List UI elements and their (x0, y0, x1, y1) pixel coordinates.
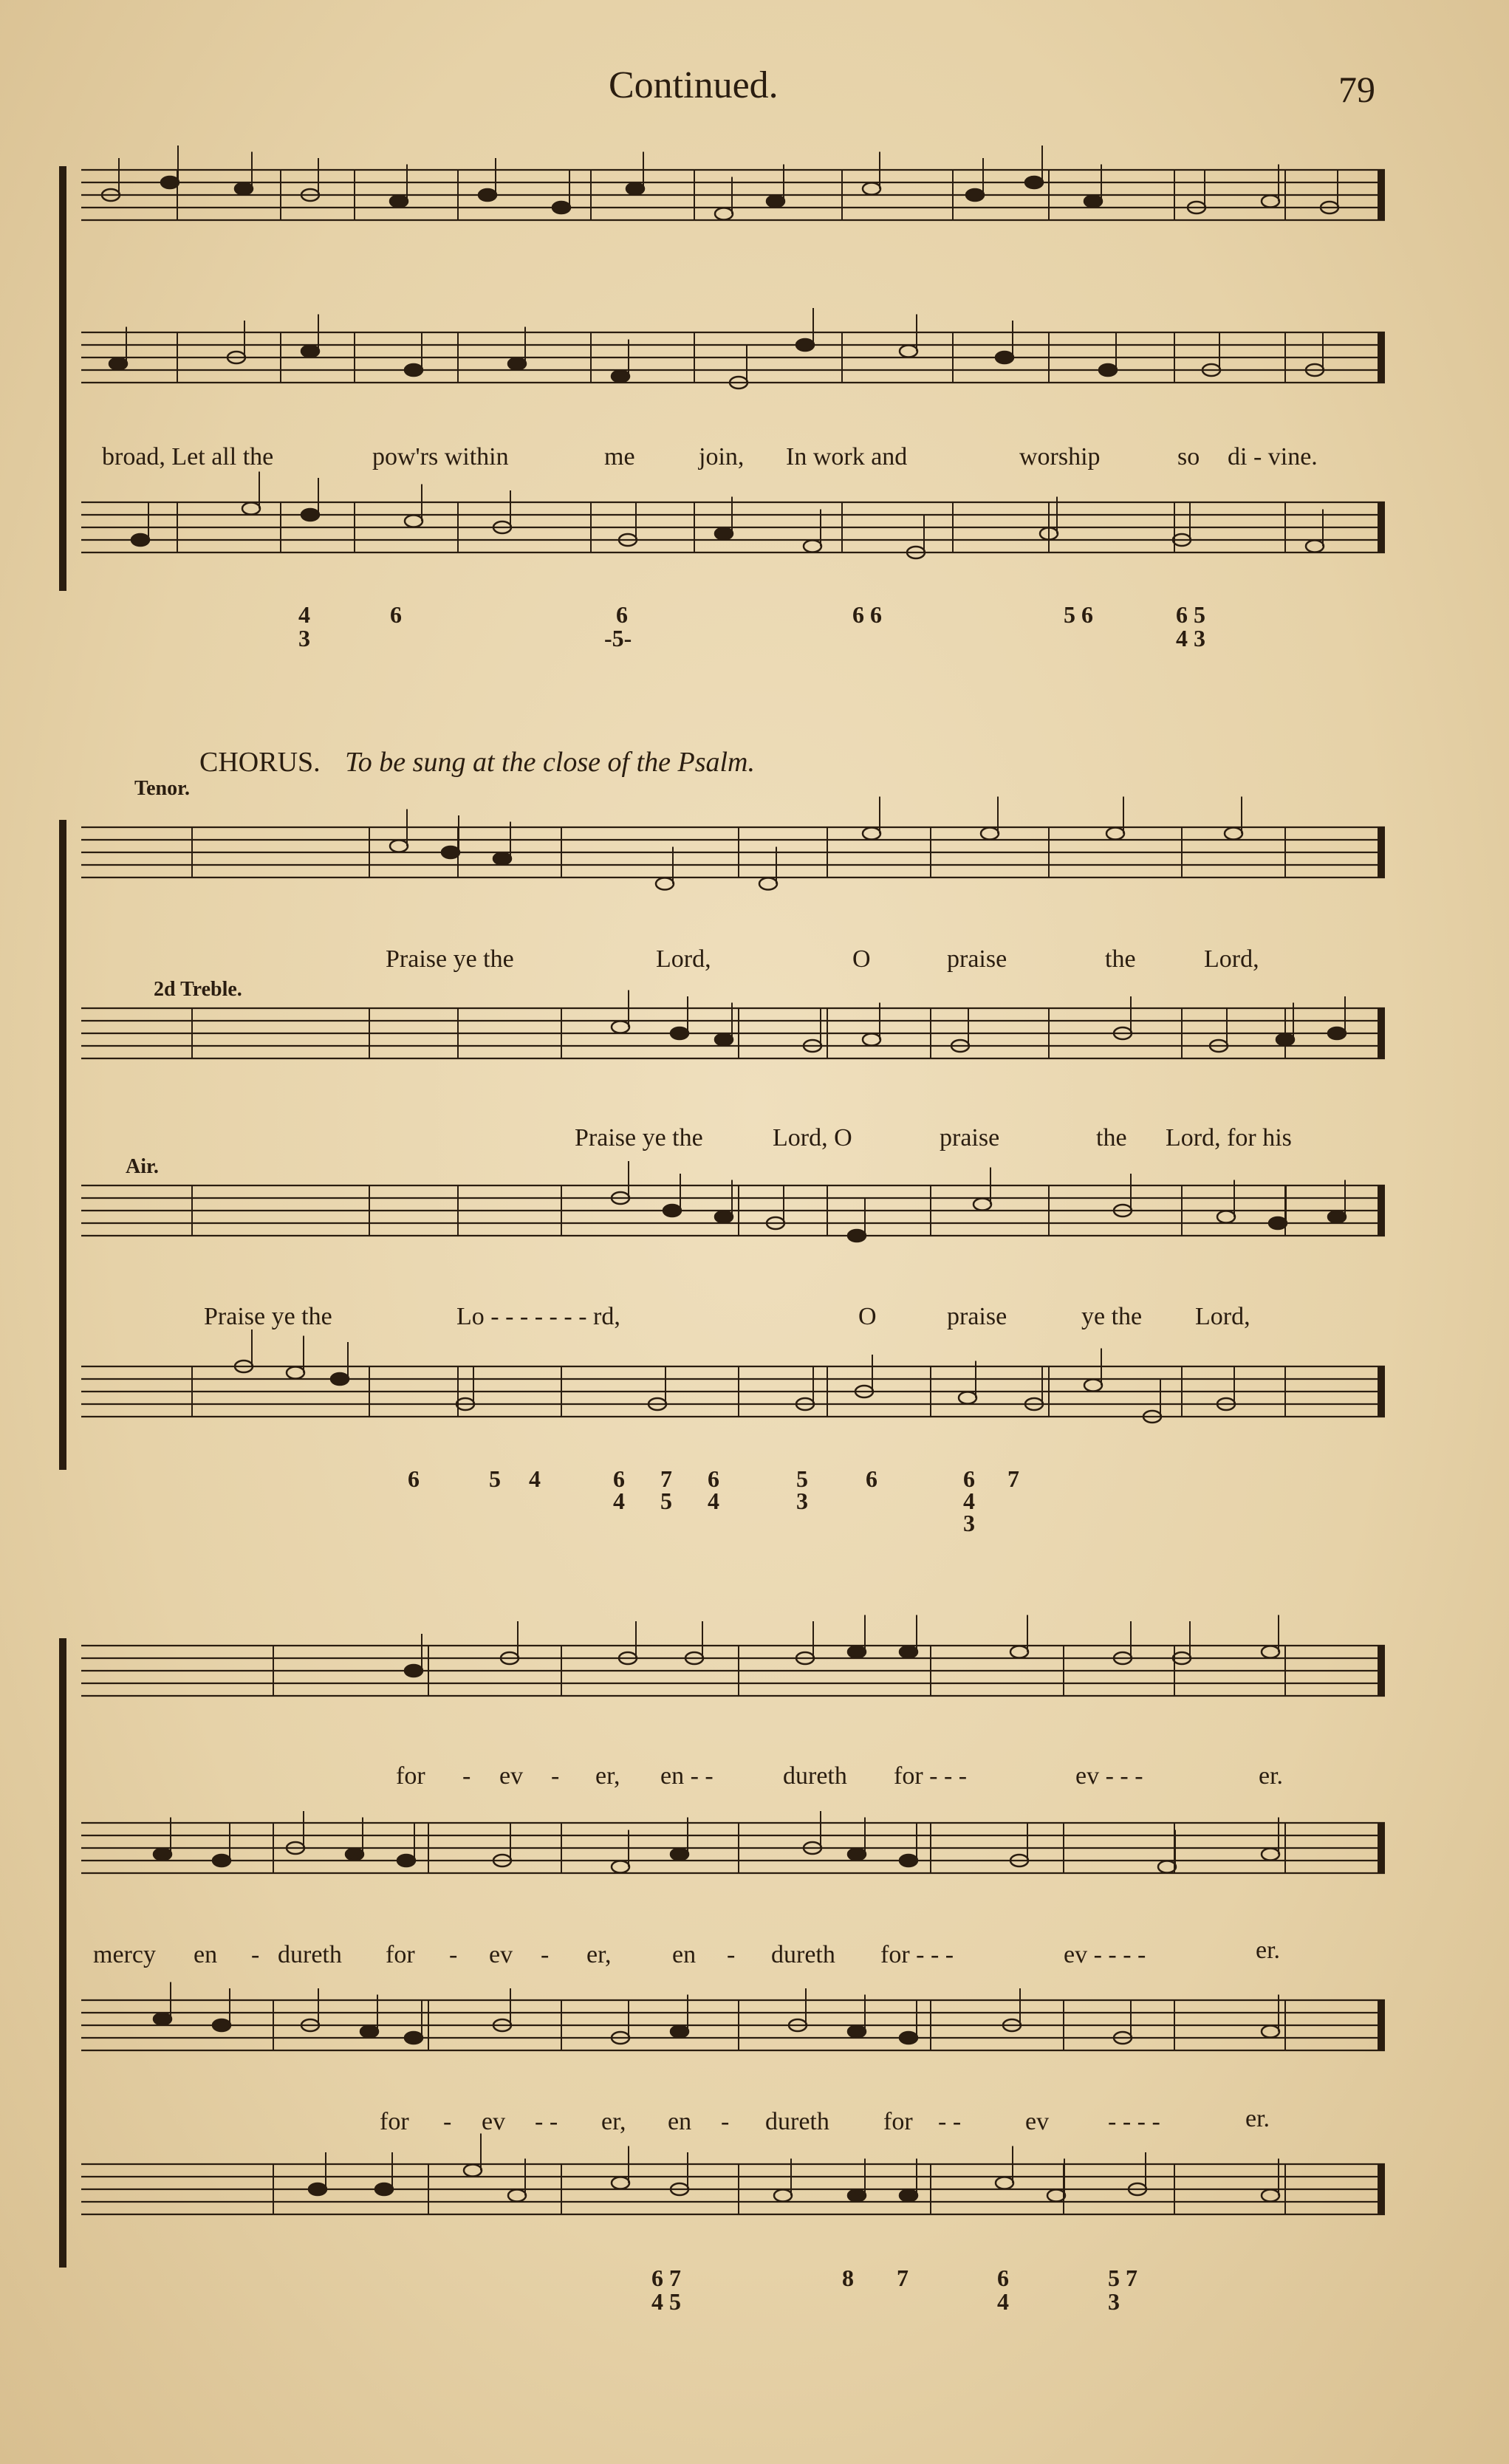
chorus-heading (199, 746, 755, 778)
final-barline (1378, 1823, 1385, 1873)
note-head (863, 183, 880, 195)
note-head (442, 846, 459, 858)
lyric: dureth (278, 1941, 342, 1968)
note-head (508, 358, 526, 370)
lyric: for (386, 1941, 415, 1968)
lyric: ev (489, 1941, 513, 1968)
note-head (715, 1211, 733, 1223)
lyric: Lord, O (773, 1124, 852, 1151)
note-head (397, 1855, 415, 1866)
lyric: for - - - (880, 1941, 954, 1968)
note-head (671, 2026, 688, 2038)
final-barline (1378, 2164, 1385, 2214)
part-label-tenor: Tenor. (134, 777, 190, 800)
note-head (346, 1849, 363, 1861)
figure: 3 (1108, 2288, 1120, 2315)
lyric: Lord, (1204, 945, 1259, 973)
lyric: me (604, 443, 635, 470)
page-number: 79 (1338, 69, 1375, 110)
figure: 5 (489, 1465, 501, 1492)
figure: 3 (963, 1510, 975, 1536)
lyric: - - - - (1108, 2108, 1160, 2135)
note-head (612, 1861, 629, 1873)
note-head (1099, 364, 1117, 376)
final-barline (1378, 1366, 1385, 1417)
note-head (900, 2190, 917, 2202)
note-head (1158, 1861, 1176, 1873)
lyric: dureth (771, 1941, 835, 1968)
lyric: mercy (93, 1941, 156, 1968)
figure: 6 7 (651, 2265, 681, 2291)
lyric: dureth (783, 1762, 847, 1790)
lyric: er, (601, 2108, 626, 2135)
note-head (612, 1021, 629, 1033)
part-label-air: Air. (126, 1155, 159, 1178)
figure: 5 6 (1064, 601, 1093, 628)
figure: 4 (613, 1488, 625, 1514)
lyric: pow'rs within (372, 443, 509, 470)
note-head (360, 2026, 378, 2038)
figure: 4 (997, 2288, 1009, 2315)
note-head (1262, 1849, 1279, 1861)
note-head (213, 2019, 230, 2031)
lyric: en (194, 1941, 218, 1968)
figure: 3 (298, 625, 310, 651)
note-head (900, 346, 917, 357)
note-head (405, 2032, 422, 2044)
lyric: ye the (1081, 1303, 1143, 1330)
note-head (1306, 541, 1324, 552)
lyric: er. (1256, 1937, 1281, 1964)
note-head (715, 528, 733, 540)
note-head (242, 503, 260, 515)
figure: 4 (708, 1488, 719, 1514)
final-barline (1378, 1646, 1385, 1696)
lyric: the (1105, 945, 1136, 973)
note-head (154, 2013, 171, 2025)
note-head (1269, 1217, 1287, 1229)
note-head (552, 202, 570, 213)
note-head (301, 346, 319, 357)
note-head (663, 1205, 681, 1216)
note-head (959, 1392, 976, 1404)
figure: 6 (997, 2265, 1009, 2291)
note-head (1084, 1380, 1102, 1392)
note-head (715, 208, 733, 220)
lyric: er. (1259, 1762, 1284, 1790)
note-head (626, 183, 644, 195)
figure: 4 5 (651, 2288, 681, 2315)
note-head (1217, 1211, 1235, 1223)
lyric: en - - (660, 1762, 714, 1790)
lyric: - (462, 1762, 471, 1790)
note-head (109, 358, 127, 370)
note-head (405, 516, 422, 527)
note-head (508, 2190, 526, 2202)
note-head (1025, 177, 1043, 188)
note-head (796, 339, 814, 351)
figure: -5- (604, 625, 632, 651)
note-head (848, 1230, 866, 1242)
lyric: - (541, 1941, 550, 1968)
system-bracket (59, 1638, 66, 2268)
lyric: en (668, 2108, 692, 2135)
lyric: Praise ye the (575, 1124, 703, 1151)
figure: 5 (796, 1465, 808, 1492)
note-head (1328, 1027, 1346, 1039)
lyric: er, (595, 1762, 620, 1790)
note-head (863, 1034, 880, 1046)
note-head (154, 1849, 171, 1861)
lyric: join, (699, 443, 745, 470)
figure: 8 (842, 2265, 854, 2291)
figure: 6 5 (1176, 601, 1205, 628)
lyric: for (380, 2108, 409, 2135)
note-head (390, 196, 408, 208)
note-head (671, 1849, 688, 1861)
lyric: ev (482, 2108, 506, 2135)
lyric: for (883, 2108, 913, 2135)
lyric: er, (586, 1941, 612, 1968)
lyric: - - (535, 2108, 558, 2135)
final-barline (1378, 502, 1385, 552)
note-head (1262, 2026, 1279, 2038)
figure: 4 (529, 1465, 541, 1492)
lyric: - (443, 2108, 452, 2135)
figure: 4 (298, 601, 310, 628)
note-head (493, 853, 511, 865)
chorus-subtitle: To be sung at the close of the Psalm. (345, 747, 755, 778)
lyric: Lord, (1195, 1303, 1250, 1330)
final-barline (1378, 332, 1385, 383)
final-barline (1378, 1008, 1385, 1058)
note-head (848, 1646, 866, 1658)
lyric: - (449, 1941, 458, 1968)
figure: 7 (660, 1465, 672, 1492)
lyric: Lord, for his (1166, 1124, 1292, 1151)
note-head (309, 2183, 326, 2195)
figure: 7 (1007, 1465, 1019, 1492)
note-head (1328, 1211, 1346, 1223)
system-bracket (59, 820, 66, 1470)
note-head (715, 1034, 733, 1046)
note-head (974, 1199, 991, 1211)
lyric: en (672, 1941, 697, 1968)
figure: 4 (963, 1488, 975, 1514)
final-barline (1378, 2000, 1385, 2050)
figure: 6 (613, 1465, 625, 1492)
note-head (131, 534, 149, 546)
lyric: O (852, 945, 871, 973)
note-head (1276, 1034, 1294, 1046)
note-head (479, 189, 496, 201)
note-head (900, 2032, 917, 2044)
note-head (759, 878, 777, 890)
note-head (774, 2190, 792, 2202)
note-head (671, 1027, 688, 1039)
note-head (464, 2165, 482, 2177)
lyric: praise (947, 1303, 1007, 1330)
lyric: - - (938, 2108, 962, 2135)
note-head (848, 1849, 866, 1861)
note-head (1084, 196, 1102, 208)
lyric: broad, Let all the (102, 443, 274, 470)
note-head (900, 1855, 917, 1866)
note-head (287, 1367, 304, 1379)
lyric: - (551, 1762, 560, 1790)
note-head (1262, 196, 1279, 208)
figure: 6 (963, 1465, 975, 1492)
note-head (981, 828, 999, 840)
page-title: Continued. (609, 64, 779, 106)
note-head (863, 828, 880, 840)
note-head (405, 1665, 422, 1677)
note-head (656, 878, 674, 890)
part-label-treble: 2d Treble. (154, 978, 242, 1001)
lyric: praise (947, 945, 1007, 973)
note-head (331, 1373, 349, 1385)
lyric: the (1096, 1124, 1127, 1151)
note-head (375, 2183, 393, 2195)
figure: 6 (616, 601, 628, 628)
note-head (1106, 828, 1124, 840)
lyric: worship (1019, 443, 1101, 470)
lyric: ev (1025, 2108, 1050, 2135)
lyric: ev - - - (1075, 1762, 1143, 1790)
figure: 6 6 (852, 601, 882, 628)
note-head (1047, 2190, 1065, 2202)
system-bracket (59, 166, 66, 591)
figure: 7 (897, 2265, 909, 2291)
lyric: Praise ye the (204, 1303, 332, 1330)
note-head (235, 183, 253, 195)
figure: 4 3 (1176, 625, 1205, 651)
note-head (900, 1646, 917, 1658)
lyric: so (1177, 443, 1200, 470)
lyric: dureth (765, 2108, 829, 2135)
note-head (161, 177, 179, 188)
note-head (1262, 2190, 1279, 2202)
lyric: - (721, 2108, 730, 2135)
lyric: In work and (786, 443, 908, 470)
lyric: ev - - - - (1064, 1941, 1146, 1968)
figure: 6 (408, 1465, 420, 1492)
lyric: di - vine. (1228, 443, 1318, 470)
lyric: Praise ye the (386, 945, 514, 973)
final-barline (1378, 170, 1385, 220)
note-head (612, 2177, 629, 2189)
note-head (848, 2190, 866, 2202)
lyric: for - - - (894, 1762, 968, 1790)
note-head (213, 1855, 230, 1866)
figure: 6 (390, 601, 402, 628)
figure: 3 (796, 1488, 808, 1514)
note-head (301, 509, 319, 521)
lyric: O (858, 1303, 877, 1330)
lyric: praise (940, 1124, 1000, 1151)
note-head (848, 2026, 866, 2038)
lyric: Lo - - - - - - - rd, (456, 1303, 620, 1330)
final-barline (1378, 1185, 1385, 1236)
figure: 6 (866, 1465, 877, 1492)
final-barline (1378, 827, 1385, 877)
note-head (390, 841, 408, 852)
note-head (996, 352, 1013, 363)
note-head (996, 2177, 1013, 2189)
figure: 5 7 (1108, 2265, 1137, 2291)
note-head (1225, 828, 1242, 840)
note-head (1010, 1646, 1028, 1658)
note-head (405, 364, 422, 376)
figure: 6 (708, 1465, 719, 1492)
note-head (966, 189, 984, 201)
lyric: - (251, 1941, 260, 1968)
lyric: ev (499, 1762, 524, 1790)
note-head (1262, 1646, 1279, 1658)
figure: 5 (660, 1488, 672, 1514)
lyric: Lord, (656, 945, 711, 973)
lyric: er. (1245, 2105, 1270, 2132)
note-head (612, 371, 629, 383)
note-head (804, 541, 821, 552)
chorus-title: CHORUS. (199, 747, 321, 778)
note-head (767, 196, 784, 208)
lyric: - (727, 1941, 736, 1968)
lyric: for (396, 1762, 425, 1790)
